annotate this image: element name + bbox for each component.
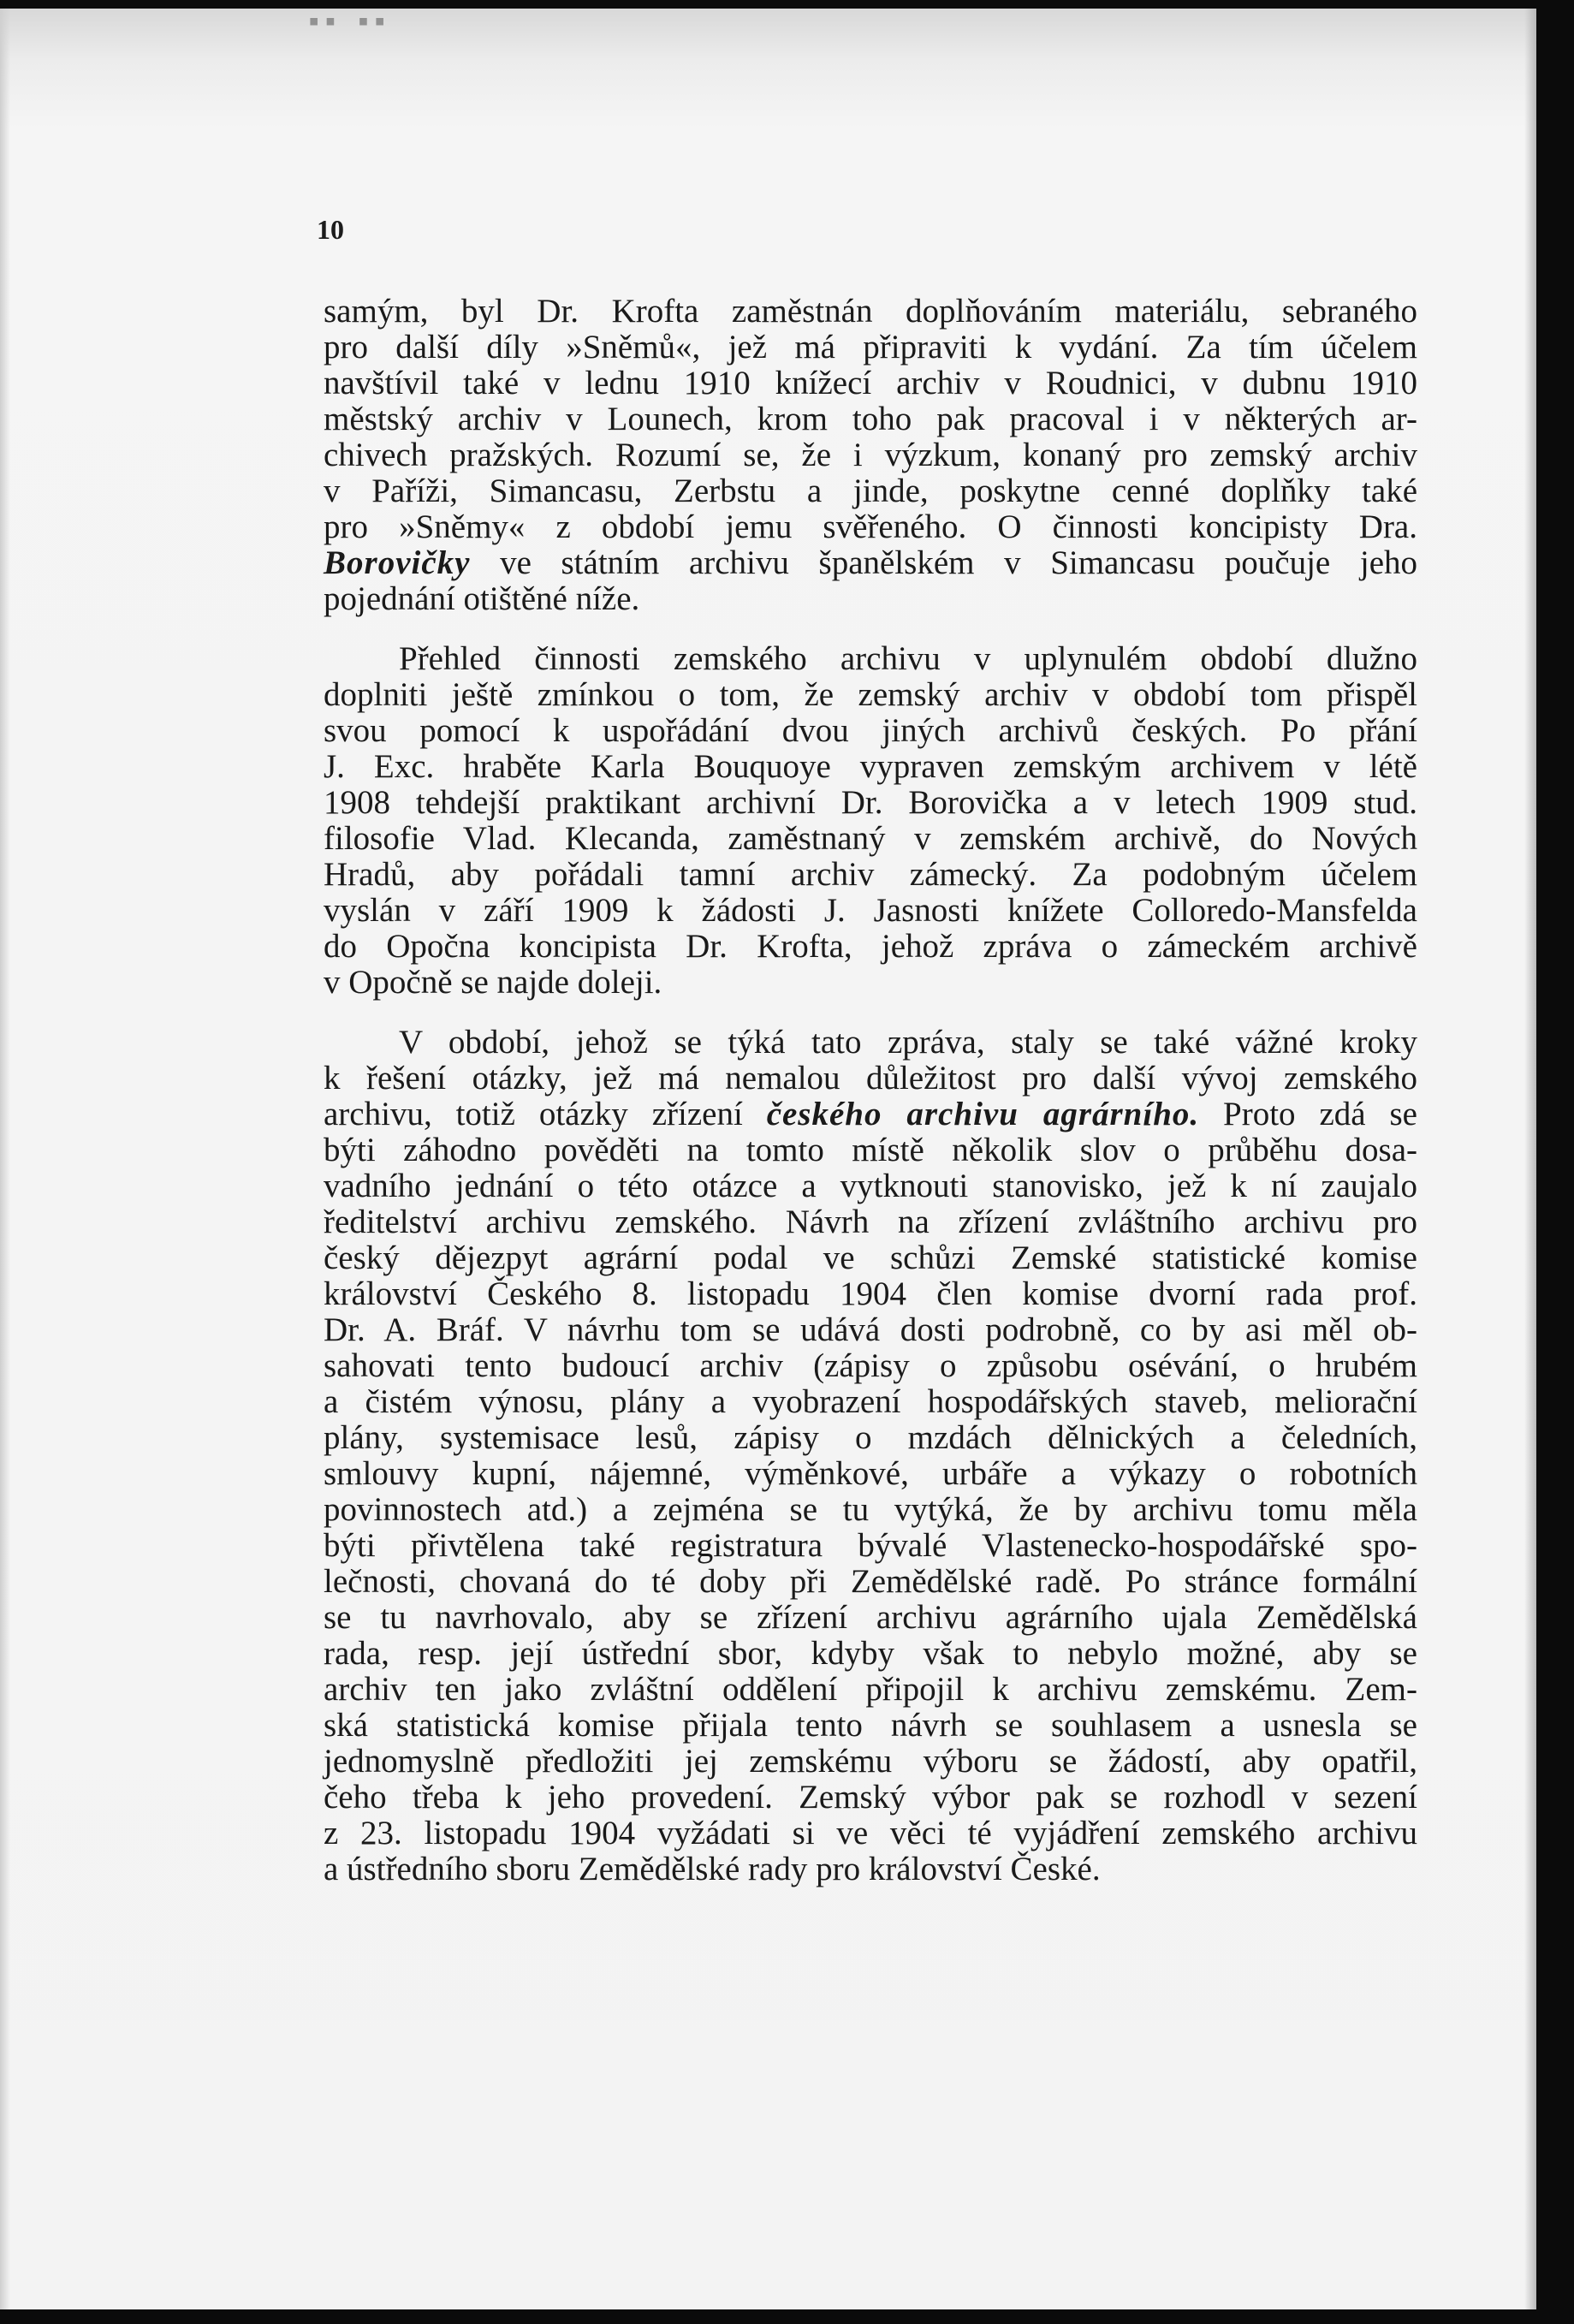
- text-line: ředitelství archivu zemského. Návrh na zřízení zvláštního archivu pro: [324, 1204, 1417, 1240]
- paragraph-1: [324, 294, 1417, 617]
- scan-edge-shadow-left: [0, 9, 10, 2309]
- text-line: býti záhodno pověděti na tomto místě několik slov o průběhu dosa-: [324, 1132, 1417, 1168]
- text-line: povinnostech atd.) a zejména se tu vytýká, že by archivu tomu měla: [324, 1491, 1417, 1528]
- italic-phrase-agrarian-archive: českého archivu agrárního.: [766, 1096, 1200, 1132]
- text-line: v Opočně se najde doleji.: [324, 964, 662, 1001]
- text-line-rest: Proto zdá se: [1199, 1096, 1417, 1132]
- text-line: městský archiv v Lounech, krom toho pak pracoval i v některých ar-: [324, 401, 1417, 437]
- text-line: vadního jednání o této otázce a vytknouti stanovisko, jež k ní zaujalo: [324, 1168, 1417, 1204]
- text-line: k řešení otázky, jež má nemalou důležitost pro další vývoj zemského: [324, 1060, 1417, 1097]
- text-line: království Českého 8. listopadu 1904 člen komise dvorní rada prof.: [324, 1275, 1417, 1312]
- text-line: pro »Sněmy« z období jemu svěřeného. O činnosti koncipisty Dra.: [324, 508, 1417, 545]
- paragraph-gap: [324, 617, 1417, 641]
- text-line: navštívil také v lednu 1910 knížecí archiv v Roudnici, v dubnu 1910: [324, 365, 1417, 401]
- text-line: plány, systemisace lesů, zápisy o mzdách dělnických a čeledních,: [324, 1419, 1417, 1456]
- text-line: smlouvy kupní, nájemné, výměnkové, urbáře a výkazy o robotních: [324, 1455, 1417, 1492]
- text-line: Dr. A. Bráf. V návrhu tom se udává dosti podrobně, co by asi měl ob-: [324, 1311, 1417, 1348]
- text-line: ská statistická komise přijala tento návrh se souhlasem a usnesla se: [324, 1707, 1417, 1744]
- text-line: z 23. listopadu 1904 vyžádati si ve věci té vyjádření zemského archivu: [324, 1815, 1417, 1851]
- text-line: se tu navrhovalo, aby se zřízení archivu agrárního ujala Zemědělská: [324, 1599, 1417, 1636]
- text-line: [324, 545, 1417, 581]
- text-line: sahovati tento budoucí archiv (zápisy o způsobu osévání, o hrubém: [324, 1347, 1417, 1384]
- text-line: čeho třeba k jeho provedení. Zemský výbor pak se rozhodl v sezení: [324, 1779, 1417, 1816]
- paragraph-2: [324, 641, 1417, 1001]
- text-line: v Paříži, Simancasu, Zerbstu a jinde, poskytne cenné doplňky také: [324, 473, 1417, 509]
- scan-artifact-mark: ▪▪ ▪▪: [308, 10, 391, 32]
- text-line: pro další díly »Sněmů«, jež má připraviti k vydání. Za tím účelem: [324, 329, 1417, 366]
- text-line: rada, resp. její ústřední sbor, kdyby však to nebylo možné, aby se: [324, 1635, 1417, 1672]
- text-line: filosofie Vlad. Klecanda, zaměstnaný v zemském archivě, do Nových: [324, 820, 1417, 857]
- text-line: do Opočna koncipista Dr. Krofta, jehož zpráva o zámeckém archivě: [324, 928, 1417, 965]
- text-line: a čistém výnosu, plány a vyobrazení hospodářských staveb, meliorační: [324, 1383, 1417, 1420]
- text-line: vyslán v září 1909 k žádosti J. Jasnosti knížete Colloredo-Mansfelda: [324, 892, 1417, 929]
- text-line: český dějezpyt agrární podal ve schůzi Zemské statistické komise: [324, 1239, 1417, 1276]
- body-text: [324, 294, 1417, 1887]
- text-line: samým, byl Dr. Krofta zaměstnán doplňováním materiálu, sebraného: [324, 293, 1417, 330]
- text-line: Hradů, aby pořádali tamní archiv zámecký. Za podobným účelem: [324, 856, 1417, 893]
- text-line: doplniti ještě zmínkou o tom, že zemský archiv v období tom přispěl: [324, 676, 1417, 713]
- text-line-start: archivu, totiž otázky zřízení: [324, 1096, 767, 1132]
- paragraph-3: [324, 1025, 1417, 1887]
- text-line: pojednání otištěné níže.: [324, 580, 640, 617]
- scan-edge-shadow-right: [1524, 9, 1536, 2309]
- text-line: archiv ten jako zvláštní oddělení připojil k archivu zemskému. Zem-: [324, 1671, 1417, 1708]
- text-line: býti přivtělena také registratura bývalé Vlastenecko-hospodářské spo-: [324, 1527, 1417, 1564]
- text-line: svou pomocí k uspořádání dvou jiných archivů českých. Po přání: [324, 712, 1417, 749]
- paragraph-gap: [324, 1001, 1417, 1025]
- text-line: V období, jehož se týká tato zpráva, staly se také vážné kroky: [399, 1024, 1417, 1061]
- text-line: 1908 tehdejší praktikant archivní Dr. Borovička a v letech 1909 stud.: [324, 784, 1417, 821]
- text-line-rest: ve státním archivu španělském v Simancasu poučuje jeho: [470, 544, 1417, 581]
- text-line: [324, 1097, 1417, 1132]
- italic-name-borovicky: Borovičky: [324, 544, 471, 581]
- text-line: a ústředního sboru Zemědělské rady pro království České.: [324, 1851, 1101, 1887]
- text-line: Přehled činnosti zemského archivu v uplynulém období dlužno: [399, 640, 1417, 677]
- page-number: 10: [317, 214, 344, 245]
- text-line: chivech pražských. Rozumí se, že i výzkum, konaný pro zemský archiv: [324, 437, 1417, 473]
- scanned-page: [0, 9, 1536, 2309]
- text-line: J. Exc. hraběte Karla Bouquoye vypraven zemským archivem v létě: [324, 748, 1417, 785]
- text-line: jednomyslně předložiti jej zemskému výboru se žádostí, aby opatřil,: [324, 1743, 1417, 1780]
- text-line: lečnosti, chovaná do té doby při Zemědělské radě. Po stránce formální: [324, 1563, 1417, 1600]
